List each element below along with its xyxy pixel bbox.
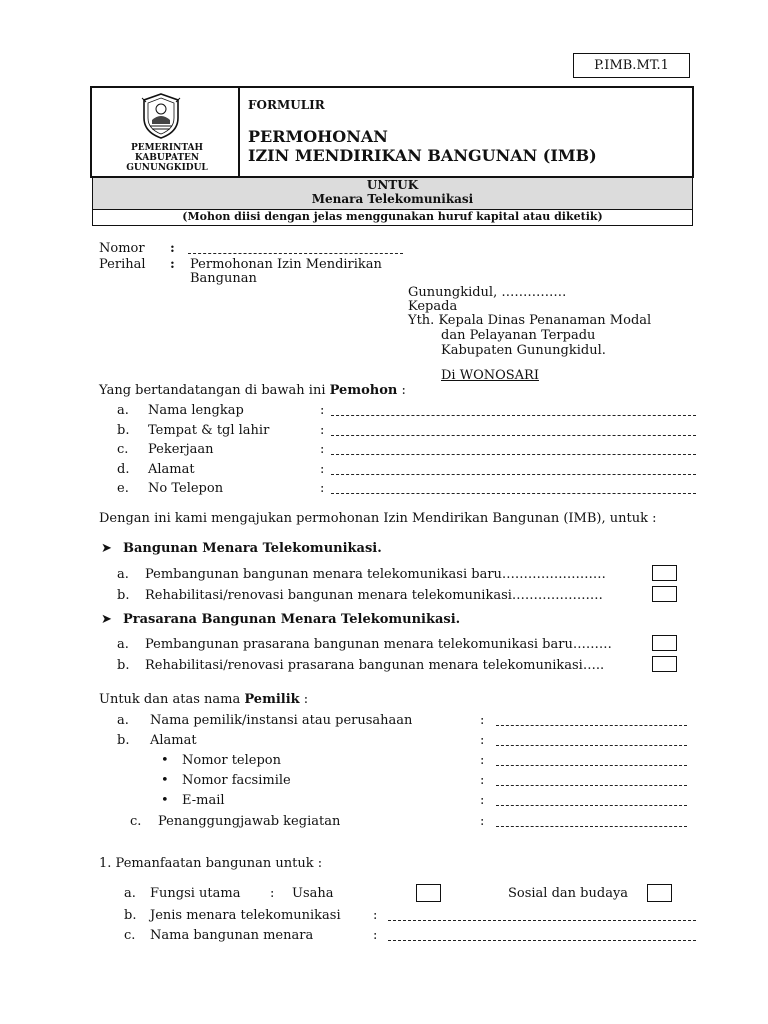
field-letter: a.: [124, 886, 136, 901]
nama-lengkap-field[interactable]: [331, 415, 696, 416]
place-date: Gunungkidul, ……………: [408, 285, 567, 300]
nomor-field[interactable]: [188, 253, 403, 254]
field-label: Penanggungjawab kegiatan: [158, 814, 341, 829]
pemohon-intro-colon: :: [397, 383, 406, 398]
option-letter: a.: [117, 637, 129, 652]
nama-pemilik-field[interactable]: [496, 725, 687, 726]
pemilik-intro-text: Untuk dan atas nama: [99, 692, 245, 707]
subject-title: Menara Telekomunikasi: [311, 192, 474, 206]
option-text: Rehabilitasi/renovasi prasarana bangunan menara telekomunikasi…..: [145, 658, 605, 673]
field-letter: e.: [117, 481, 129, 496]
option-letter: b.: [117, 658, 130, 673]
bullet-icon: •: [161, 773, 169, 788]
field-label: Nomor facsimile: [182, 773, 291, 788]
field-label: Nama lengkap: [148, 403, 244, 418]
field-colon: :: [373, 908, 378, 923]
field-colon: :: [270, 886, 275, 901]
request-intro: Dengan ini kami mengajukan permohonan Izin Mendirikan Bangunan (IMB), untuk :: [99, 511, 657, 526]
form-code: P.IMB.MT.1: [594, 58, 669, 73]
form-code-box: [573, 53, 690, 78]
arrow-bullet-icon: ➤: [101, 541, 112, 556]
field-letter: b.: [124, 908, 137, 923]
field-label: Alamat: [148, 462, 195, 477]
jenis-menara-field[interactable]: [388, 920, 696, 921]
option-text: Pembangunan prasarana bangunan menara telekomunikasi baru………: [145, 637, 612, 652]
bullet-icon: •: [161, 753, 169, 768]
pemohon-intro: [99, 383, 406, 398]
option-usaha-label: Usaha: [292, 886, 334, 901]
perihal-colon: :: [170, 257, 175, 272]
field-letter: c.: [117, 442, 129, 457]
field-label: No Telepon: [148, 481, 224, 496]
field-colon: :: [320, 403, 325, 418]
government-label: [100, 143, 234, 173]
form-title-2: IZIN MENDIRIKAN BANGUNAN (IMB): [248, 146, 597, 165]
telepon-field[interactable]: [331, 493, 696, 494]
recipient-line-3: Kabupaten Gunungkidul.: [441, 343, 606, 358]
recipient-location: Di WONOSARI: [441, 368, 539, 383]
field-letter: b.: [117, 733, 130, 748]
section-heading: Prasarana Bangunan Menara Telekomunikasi.: [123, 612, 461, 627]
nomor-telepon-field[interactable]: [496, 765, 687, 766]
field-colon: :: [320, 423, 325, 438]
pekerjaan-field[interactable]: [331, 454, 696, 455]
section-heading: Bangunan Menara Telekomunikasi.: [123, 541, 382, 556]
untuk-label: UNTUK: [366, 178, 419, 192]
pemilik-intro: [99, 692, 308, 707]
gov-line-3: GUNUNGKIDUL: [126, 163, 208, 173]
coat-of-arms-icon: [138, 92, 184, 140]
nomor-facsimile-field[interactable]: [496, 785, 687, 786]
option-text: Pembangunan bangunan menara telekomunikasi baru……………………: [145, 567, 606, 582]
field-letter: d.: [117, 462, 130, 477]
form-title-1: PERMOHONAN: [248, 127, 388, 146]
field-label: Nama bangunan menara: [150, 928, 314, 943]
field-colon: :: [480, 793, 485, 808]
tempat-tgl-lahir-field[interactable]: [331, 435, 696, 436]
perihal-line-1: Permohonan Izin Mendirikan: [190, 257, 382, 272]
field-colon: :: [480, 713, 485, 728]
gov-line-1: PEMERINTAH: [130, 143, 204, 153]
instruction-text: (Mohon diisi dengan jelas menggunakan huruf kapital atau diketik): [182, 210, 603, 223]
field-label: Fungsi utama: [150, 886, 241, 901]
gov-line-2: KABUPATEN: [134, 153, 200, 163]
email-field[interactable]: [496, 805, 687, 806]
field-label: Alamat: [150, 733, 197, 748]
option-sosial-label: Sosial dan budaya: [508, 886, 629, 901]
field-label: Tempat & tgl lahir: [148, 423, 270, 438]
kepada-label: Kepada: [408, 299, 458, 314]
field-letter: a.: [117, 713, 129, 728]
field-colon: :: [320, 442, 325, 457]
field-label: Nomor telepon: [182, 753, 281, 768]
alamat-field[interactable]: [331, 474, 696, 475]
pemohon-intro-text: Yang bertandatangan di bawah ini: [99, 383, 330, 398]
recipient-line-2: dan Pelayanan Terpadu: [441, 328, 596, 343]
field-colon: :: [320, 481, 325, 496]
option-text: Rehabilitasi/renovasi bangunan menara telekomunikasi…………………: [145, 588, 603, 603]
field-label: Pekerjaan: [148, 442, 214, 457]
field-letter: c.: [130, 814, 142, 829]
field-label: Jenis menara telekomunikasi: [150, 908, 341, 923]
nomor-label: Nomor: [99, 241, 145, 256]
option-letter: a.: [117, 567, 129, 582]
option-letter: b.: [117, 588, 130, 603]
option-checkbox[interactable]: [652, 586, 677, 602]
field-letter: b.: [117, 423, 130, 438]
penanggungjawab-field[interactable]: [496, 826, 687, 827]
usaha-checkbox[interactable]: [416, 884, 441, 902]
field-colon: :: [373, 928, 378, 943]
field-colon: :: [480, 733, 485, 748]
field-colon: :: [320, 462, 325, 477]
perihal-line-2: Bangunan: [190, 271, 257, 286]
alamat-pemilik-field[interactable]: [496, 745, 687, 746]
option-checkbox[interactable]: [652, 565, 677, 581]
option-checkbox[interactable]: [652, 635, 677, 651]
pemohon-intro-bold: Pemohon: [329, 383, 398, 398]
field-label: Nama pemilik/instansi atau perusahaan: [150, 713, 413, 728]
recipient-line-1: Yth. Kepala Dinas Penanaman Modal: [408, 313, 652, 328]
field-colon: :: [480, 753, 485, 768]
option-checkbox[interactable]: [652, 656, 677, 672]
field-label: E-mail: [182, 793, 225, 808]
formulir-label: FORMULIR: [248, 98, 325, 112]
nomor-colon: :: [170, 241, 175, 256]
pemilik-intro-colon: :: [299, 692, 309, 707]
field-colon: :: [480, 773, 485, 788]
field-letter: c.: [124, 928, 136, 943]
perihal-label: Perihal: [99, 257, 146, 272]
arrow-bullet-icon: ➤: [101, 612, 112, 627]
bullet-icon: •: [161, 793, 169, 808]
header-divider: [238, 86, 240, 178]
sosial-budaya-checkbox[interactable]: [647, 884, 672, 902]
pemilik-intro-bold: Pemilik: [244, 692, 300, 707]
field-letter: a.: [117, 403, 129, 418]
nama-bangunan-field[interactable]: [388, 940, 696, 941]
field-colon: :: [480, 814, 485, 829]
pemanfaatan-heading: 1. Pemanfaatan bangunan untuk :: [99, 856, 323, 871]
